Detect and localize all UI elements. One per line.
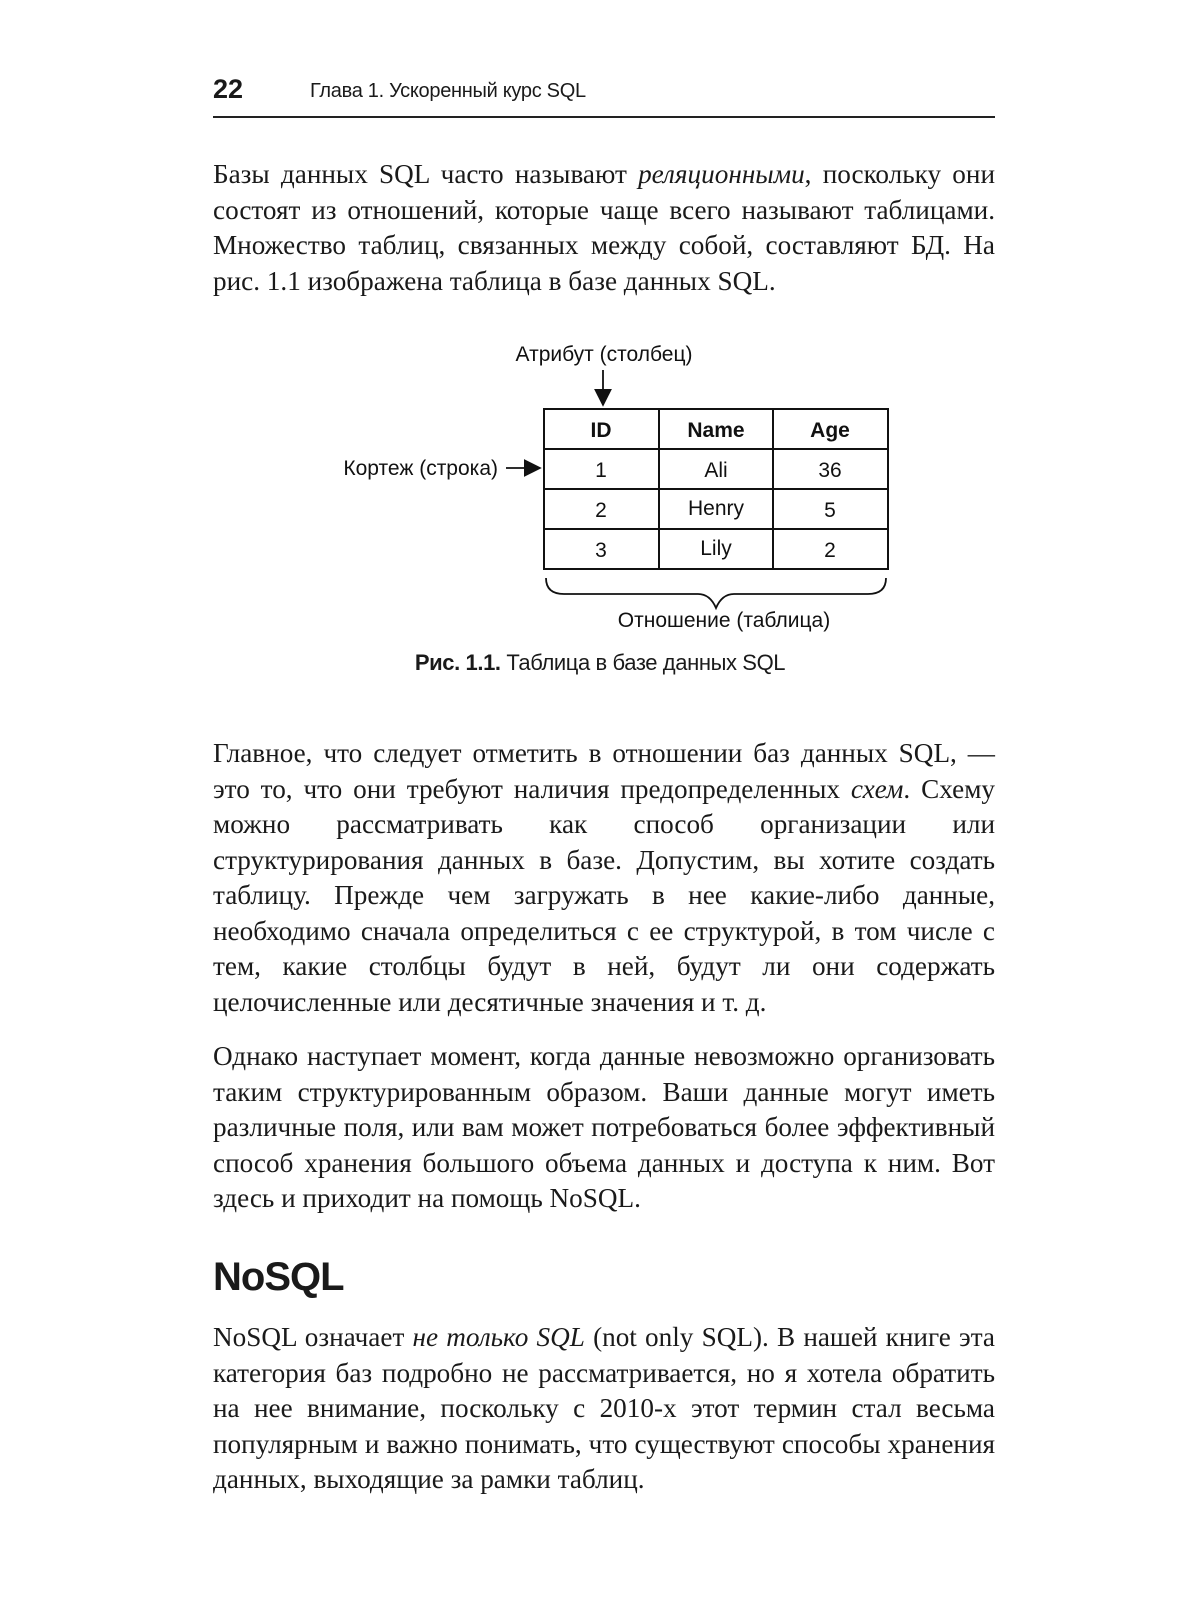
text: , поскольку они состоят из отношений, которые чаще всего называют таблицами. Множество таблиц, связанных между собой, составляют БД. На рис. 1.1 изображена таблица в базе данных SQL.: [213, 159, 995, 296]
caption-label: Рис. 1.1.: [414, 650, 501, 675]
text: NoSQL означает: [213, 1322, 413, 1352]
emphasis: реляционными: [638, 159, 805, 189]
text: Однако наступает момент, когда данные невозможно организовать таким структурированным образом. Ваши данные могут иметь различные поля, или вам может потребоваться более эффективный способ хранения большого объема данных и доступа к ним. Вот здесь и приходит на помощь NoSQL.: [213, 1041, 995, 1213]
text: . Схему можно рассматривать как способ организации или структурирования данных в базе. Допустим, вы хотите создать таблицу. Прежде чем загружать в нее какие-либо данные, необходимо сначала определиться с ее структурой, в том числе с тем, какие столбцы будут в ней, будут ли они содержать целочисленные или десятичные значения и т. д.: [213, 773, 995, 1017]
text: Главное, что следует отметить в отношении баз данных SQL, — это то, что они требуют наличия предопределенных: [213, 738, 995, 804]
relation-label: Отношение (таблица): [617, 609, 831, 632]
paragraph-schemas: [213, 736, 995, 1020]
text: (not only SQL). В нашей книге эта категория баз подробно не рассматривается, но я хотела обратить на нее внимание, поскольку с 2010-х этот термин стал весьма популярным и важно понимать, что существуют способы хранения данных, выходящие за рамки таблиц.: [213, 1322, 995, 1494]
attribute-label: Атрибут (столбец): [515, 343, 693, 366]
tuple-label: Кортеж (строка): [343, 457, 498, 480]
table-cell: 36: [818, 459, 842, 482]
table-cell: 5: [824, 499, 836, 522]
table-cell: 1: [595, 459, 607, 482]
caption-text: Таблица в базе данных SQL: [506, 650, 786, 675]
table-header-age: Age: [810, 419, 850, 442]
table-cell: Ali: [704, 459, 728, 482]
paragraph-nosql: [213, 1320, 995, 1498]
emphasis: схем: [850, 773, 904, 804]
table-cell: 2: [824, 539, 836, 562]
emphasis: не только SQL: [412, 1322, 585, 1352]
page-number: 22: [213, 74, 244, 104]
relation-brace: [546, 578, 886, 608]
text: Базы данных SQL часто называют: [213, 159, 639, 189]
table-header-name: Name: [687, 419, 745, 442]
table-cell: 2: [595, 499, 607, 522]
figure-caption: [0, 650, 1200, 676]
section-heading-nosql: NoSQL: [213, 1255, 344, 1299]
table-cell: Lily: [700, 537, 732, 560]
paragraph-unstructured: [213, 1039, 995, 1217]
table-header-id: ID: [590, 419, 612, 442]
table-cell: 3: [595, 539, 607, 562]
table-cell: Henry: [687, 497, 745, 520]
chapter-title: Глава 1. Ускоренный курс SQL: [310, 80, 586, 102]
figure-sql-table: [0, 0, 1200, 700]
